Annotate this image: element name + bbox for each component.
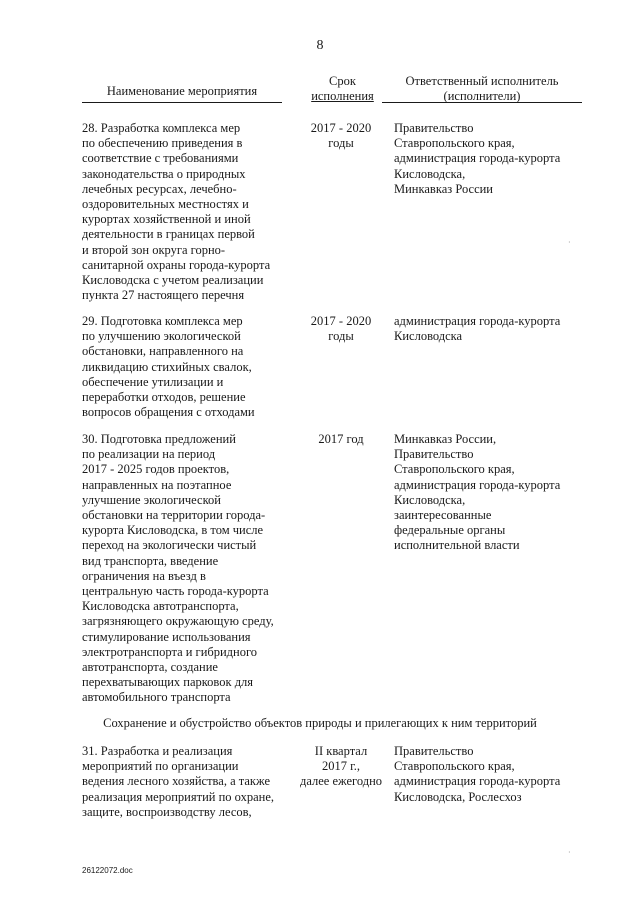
text-line: и второй зон округа горно- bbox=[82, 242, 226, 257]
text-line: 2017 г., bbox=[321, 759, 361, 774]
text-line: 31. Разработка и реализация bbox=[82, 744, 233, 758]
text-line: Кисловодска с учетом реализации bbox=[82, 273, 264, 288]
text-line: ведения лесного хозяйства, а также bbox=[82, 774, 271, 789]
text-line: Ставропольского края, bbox=[394, 759, 515, 774]
text-line: 29. Подготовка комплекса мер bbox=[82, 314, 243, 328]
row-name bbox=[82, 314, 292, 420]
text-line: санитарной охраны города-курорта bbox=[82, 257, 271, 272]
text-line: защите, воспроизводству лесов, bbox=[82, 804, 252, 819]
text-line: администрация города-курорта bbox=[394, 774, 561, 789]
row-name bbox=[82, 121, 292, 303]
row-term bbox=[294, 121, 388, 151]
header-term-line: Срок bbox=[329, 74, 356, 88]
text-line: центральную часть города-курорта bbox=[82, 584, 269, 599]
row-term bbox=[294, 744, 388, 790]
text-line: Ставропольского края, bbox=[394, 462, 515, 477]
text-line: Правительство bbox=[394, 447, 474, 462]
row-responsible bbox=[394, 121, 594, 197]
header-rule bbox=[382, 102, 582, 103]
text-line: годы bbox=[328, 329, 354, 344]
footer-filename: 26122072.doc bbox=[82, 866, 133, 875]
text-line: администрация города-курорта bbox=[394, 477, 561, 492]
text-line: 2017 - 2025 годов проектов, bbox=[82, 462, 230, 477]
text-line: администрация города-курорта bbox=[394, 314, 561, 328]
header-responsible-line: (исполнители) bbox=[443, 89, 521, 103]
text-line: реализация мероприятий по охране, bbox=[82, 789, 274, 804]
text-line: по улучшению экологической bbox=[82, 329, 241, 344]
text-line: электротранспорта и гибридного bbox=[82, 644, 258, 659]
text-line: лечебных ресурсах, лечебно- bbox=[82, 181, 237, 196]
text-line: 28. Разработка комплекса мер bbox=[82, 121, 241, 135]
text-line: курортах хозяйственной и иной bbox=[82, 212, 251, 227]
text-line: Правительство bbox=[394, 744, 474, 758]
row-responsible bbox=[394, 314, 594, 344]
text-line: законодательства о природных bbox=[82, 166, 246, 181]
text-line: заинтересованные bbox=[394, 508, 492, 523]
text-line: обстановки, направленного на bbox=[82, 344, 244, 359]
text-line: автотранспорта, создание bbox=[82, 660, 218, 675]
text-line: обстановки на территории города- bbox=[82, 508, 266, 523]
row-name bbox=[82, 744, 292, 820]
text-line: деятельности в границах первой bbox=[82, 227, 255, 242]
header-col-term bbox=[300, 74, 385, 104]
text-line: вопросов обращения с отходами bbox=[82, 405, 255, 420]
text-line: направленных на поэтапное bbox=[82, 477, 232, 492]
scan-mark: · bbox=[568, 238, 571, 247]
text-line: ограничения на въезд в bbox=[82, 568, 206, 583]
text-line: федеральные органы bbox=[394, 523, 506, 538]
text-line: переработки отходов, решение bbox=[82, 390, 246, 405]
text-line: 2017 - 2020 bbox=[310, 121, 372, 135]
text-line: Кисловодска автотранспорта, bbox=[82, 599, 239, 614]
text-line: соответствие с требованиями bbox=[82, 151, 239, 166]
text-line: загрязняющего окружающую среду, bbox=[82, 614, 274, 629]
text-line: стимулирование использования bbox=[82, 629, 251, 644]
text-line: оздоровительных местностях и bbox=[82, 197, 249, 212]
text-line: Кисловодска, Рослесхоз bbox=[394, 789, 522, 804]
section-title: Сохранение и обустройство объектов природы и прилегающих к ним территорий bbox=[103, 716, 537, 730]
text-line: далее ежегодно bbox=[299, 774, 383, 789]
text-line: по реализации на период bbox=[82, 447, 216, 462]
text-line: Правительство bbox=[394, 121, 474, 135]
text-line: по обеспечению приведения в bbox=[82, 136, 243, 151]
text-line: администрация города-курорта bbox=[394, 151, 561, 166]
text-line: Кисловодска, bbox=[394, 492, 466, 507]
header-col-name: Наименование мероприятия bbox=[106, 84, 258, 98]
text-line: перехватывающих парковок для bbox=[82, 675, 254, 690]
text-line: ликвидацию стихийных свалок, bbox=[82, 359, 252, 374]
text-line: годы bbox=[328, 136, 354, 151]
text-line: улучшение экологической bbox=[82, 492, 221, 507]
row-responsible bbox=[394, 432, 594, 554]
row-term bbox=[294, 314, 388, 344]
header-responsible-line: Ответственный исполнитель bbox=[405, 74, 559, 88]
text-line: Кисловодска bbox=[394, 329, 463, 344]
header-rule bbox=[82, 102, 282, 103]
text-line: курорта Кисловодска, в том числе bbox=[82, 523, 264, 538]
text-line: Кисловодска, bbox=[394, 166, 466, 181]
header-col-responsible bbox=[382, 74, 582, 104]
text-line: исполнительной власти bbox=[394, 538, 520, 553]
text-line: пункта 27 настоящего перечня bbox=[82, 288, 245, 303]
row-term bbox=[294, 432, 388, 447]
text-line: 30. Подготовка предложений bbox=[82, 432, 236, 446]
text-line: II квартал bbox=[314, 744, 368, 758]
text-line: автомобильного транспорта bbox=[82, 690, 231, 705]
page-number: 8 bbox=[316, 38, 324, 53]
row-responsible bbox=[394, 744, 594, 805]
text-line: вид транспорта, введение bbox=[82, 553, 219, 568]
text-line: обеспечение утилизации и bbox=[82, 374, 224, 389]
text-line: мероприятий по организации bbox=[82, 759, 239, 774]
header-term-line: исполнения bbox=[311, 89, 374, 103]
text-line: Минкавказ России bbox=[394, 181, 493, 196]
text-line: Минкавказ России, bbox=[394, 432, 497, 446]
row-name bbox=[82, 432, 292, 706]
text-line: Ставропольского края, bbox=[394, 136, 515, 151]
scan-mark: · bbox=[568, 848, 571, 857]
text-line: 2017 год bbox=[318, 432, 364, 446]
text-line: 2017 - 2020 bbox=[310, 314, 372, 328]
text-line: переход на экологически чистый bbox=[82, 538, 257, 553]
